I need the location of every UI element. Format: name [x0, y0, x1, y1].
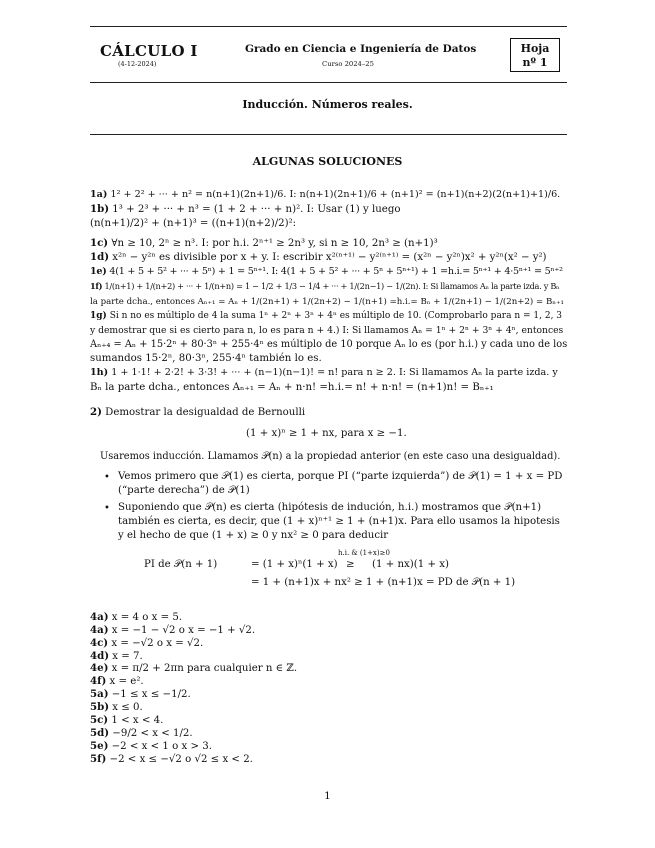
bullet-dot: •	[104, 472, 110, 483]
ex-1g-cont3: sumandos 15·2ⁿ, 80·3ⁿ, 255·4ⁿ también lo es.	[90, 353, 322, 364]
course-date: (4-12-2024)	[118, 60, 157, 68]
ex-5f: 5f) −2 < x ≤ −√2 o √2 ≤ x < 2.	[90, 753, 253, 765]
ex-4d: 4d) x = 7.	[90, 650, 143, 662]
ex-2-bullet-step: Suponiendo que 𝒫(n) es cierta (hipótesis de indución, h.i.) mostramos que 𝒫(n+1) también es cierta, es decir, que (1 + x)ⁿ⁺¹ ≥ 1 + (n+1)x. Para ello usamos la hipotesis y el hecho de que (1 + x) ≥ 0 y nx² ≥ 0 para deducir	[118, 502, 560, 541]
ex-5e: 5e) −2 < x < 1 o x > 3.	[90, 740, 212, 752]
degree-title: Grado en Ciencia e Ingeniería de Datos	[245, 43, 477, 55]
ex-1b-cont: (n(n+1)/2)² + (n+1)³ = ((n+1)(n+2)/2)²:	[90, 218, 297, 229]
bullet-dot: •	[104, 503, 110, 514]
ex-4a-second: 4a) x = −1 − √2 o x = −1 + √2.	[90, 624, 256, 636]
ex-1g-cont2: Aₙ₊₄ = Aₙ + 15·2ⁿ + 80·3ⁿ + 255·4ⁿ es múltiplo de 10 porque Aₙ lo es (por h.i.) y cada uno de los	[90, 339, 568, 350]
ex-1g: 1g) Si n no es múltiplo de 4 la suma 1ⁿ + 2ⁿ + 3ⁿ + 4ⁿ es múltiplo de 10. (Comprobarlo para n = 1, 2, 3	[90, 311, 563, 321]
ex-1h: 1h) 1 + 1·1! + 2·2! + 3·3! + ··· + (n−1)(n−1)! = n! para n ≥ 2. I: Si llamamos Aₙ la parte izda. y	[90, 367, 558, 378]
course-title: CÁLCULO I	[100, 42, 198, 60]
sheet-label: Hoja	[520, 42, 550, 55]
ex-1c: 1c) ∀n ≥ 10, 2ⁿ ≥ n³. I: por h.i. 2ⁿ⁺¹ ≥ 2n³ y, si n ≥ 10, 2n³ ≥ (n+1)³	[90, 237, 438, 249]
ex-4e: 4e) x = π/2 + 2πn para cualquier n ∈ ℤ.	[90, 662, 298, 674]
derivation-label: PI de 𝒫(n + 1)	[144, 559, 218, 570]
header-rule	[90, 82, 567, 83]
topic-title: Inducción. Números reales.	[242, 98, 413, 111]
ex-1f-cont: la parte dcha., entonces Aₙ₊₁ = Aₙ + 1/(2n+1) + 1/(2n+2) − 1/(n+1) =h.i.= Bₙ + 1/(2n+1) − 1/(2n+2) = Bₙ₊₁	[90, 297, 564, 307]
derivation-line-1-rhs: (1 + nx)(1 + x)	[372, 559, 449, 570]
derivation-line-1: = (1 + x)ⁿ(1 + x)	[251, 559, 338, 570]
ex-2-intro: Usaremos inducción. Llamamos 𝒫(n) a la propiedad anterior (en este caso una desigualdad).	[100, 451, 561, 462]
bernoulli-formula: (1 + x)ⁿ ≥ 1 + nx, para x ≥ −1.	[246, 428, 407, 439]
ex-2-statement: 2) Demostrar la desigualdad de Bernoulli	[90, 406, 306, 418]
ex-5a: 5a) −1 ≤ x ≤ −1/2.	[90, 688, 191, 700]
page-number: 1	[324, 790, 331, 802]
academic-year: Curso 2024–25	[322, 60, 374, 68]
solutions-title: ALGUNAS SOLUCIONES	[252, 155, 403, 168]
ex-1f: 1f) 1/(n+1) + 1/(n+2) + ··· + 1/(n+n) = 1 − 1/2 + 1/3 − 1/4 + ··· + 1/(2n−1) − 1/(2n). I: Si llamamos Aₙ la parte izda. y Bₙ	[90, 281, 560, 291]
derivation-line-2: = 1 + (n+1)x + nx² ≥ 1 + (n+1)x = PD de 𝒫(n + 1)	[251, 577, 516, 588]
ex-5d: 5d) −9/2 < x < 1/2.	[90, 727, 193, 739]
topic-rule	[90, 134, 567, 135]
ex-1e: 1e) 4(1 + 5 + 5² + ··· + 5ⁿ) + 1 = 5ⁿ⁺¹. I: 4(1 + 5 + 5² + ··· + 5ⁿ + 5ⁿ⁺¹) + 1 =h.i.= 5ⁿ⁺¹ + 4·5ⁿ⁺¹ = 5ⁿ⁺²	[90, 266, 563, 277]
ex-2-bullet-base: Vemos primero que 𝒫(1) es cierta, porque PI (“parte izquierda”) de 𝒫(1) = 1 + x = PD (“parte derecha”) de 𝒫(1)	[118, 471, 563, 496]
ex-5b: 5b) x ≤ 0.	[90, 701, 143, 713]
top-rule	[90, 26, 567, 27]
ex-5c: 5c) 1 < x < 4.	[90, 714, 164, 726]
ex-4c: 4c) x = −√2 o x = √2.	[90, 637, 204, 649]
sheet-number: nº 1	[522, 56, 548, 69]
sheet-box	[510, 38, 560, 72]
ex-1d: 1d) x²ⁿ − y²ⁿ es divisible por x + y. I: escribir x²⁽ⁿ⁺¹⁾ − y²⁽ⁿ⁺¹⁾ = (x²ⁿ − y²ⁿ)x² + y²ⁿ(x² − y²)	[90, 251, 547, 263]
derivation-rel-note: h.i. & (1+x)≥0	[338, 549, 390, 557]
ex-4a: 4a) x = 4 o x = 5.	[90, 611, 183, 623]
ex-1b: 1b) 1³ + 2³ + ··· + n³ = (1 + 2 + ··· + n)². I: Usar (1) y luego	[90, 203, 401, 215]
ex-4f: 4f) x = e².	[90, 675, 144, 687]
derivation-rel: ≥	[346, 559, 355, 570]
ex-1a: 1a) 1² + 2² + ··· + n² = n(n+1)(2n+1)/6. I: n(n+1)(2n+1)/6 + (n+1)² = (n+1)(n+2)(2(n+1)+1)/6.	[90, 189, 561, 200]
ex-1g-cont1: y demostrar que si es cierto para n, lo es para n + 4.) I: Si llamamos Aₙ = 1ⁿ + 2ⁿ + 3ⁿ + 4ⁿ, entonces	[90, 325, 564, 336]
ex-1h-cont: Bₙ la parte dcha., entonces Aₙ₊₁ = Aₙ + n·n! =h.i.= n! + n·n! = (n+1)n! = Bₙ₊₁	[90, 382, 494, 393]
